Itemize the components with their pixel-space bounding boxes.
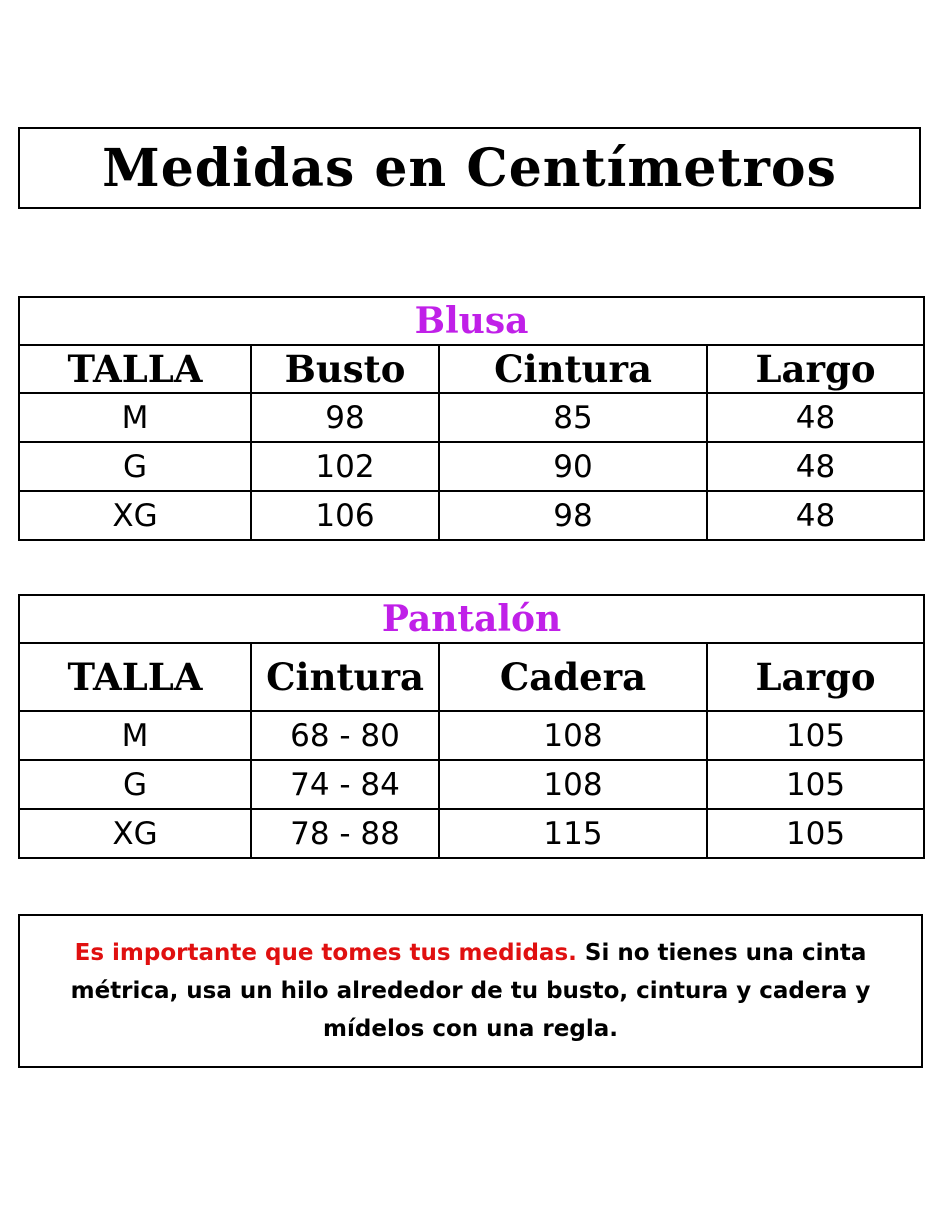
table-row bbox=[19, 491, 924, 540]
table-cell: 90 bbox=[439, 442, 707, 491]
table-cell: 102 bbox=[251, 442, 439, 491]
table-cell: M bbox=[19, 711, 251, 760]
table-caption-row bbox=[19, 297, 924, 345]
table-cell: 108 bbox=[439, 711, 707, 760]
table-cell: 48 bbox=[707, 491, 924, 540]
measurement-note-box bbox=[18, 914, 923, 1068]
table-header-row bbox=[19, 643, 924, 711]
column-header: TALLA bbox=[19, 643, 251, 711]
table-row bbox=[19, 442, 924, 491]
table-cell: M bbox=[19, 393, 251, 442]
table-row bbox=[19, 809, 924, 858]
table-row bbox=[19, 760, 924, 809]
table-caption: Pantalón bbox=[19, 595, 924, 643]
table-cell: G bbox=[19, 442, 251, 491]
column-header: Largo bbox=[707, 643, 924, 711]
table-cell: 48 bbox=[707, 442, 924, 491]
blusa-size-table bbox=[18, 296, 925, 541]
column-header: Cintura bbox=[251, 643, 439, 711]
table-cell: 68 - 80 bbox=[251, 711, 439, 760]
page-title: Medidas en Centímetros bbox=[102, 137, 837, 199]
title-box bbox=[18, 127, 921, 209]
table-caption: Blusa bbox=[19, 297, 924, 345]
table-row bbox=[19, 711, 924, 760]
table-header-row bbox=[19, 345, 924, 393]
table-cell: 78 - 88 bbox=[251, 809, 439, 858]
table-cell: 115 bbox=[439, 809, 707, 858]
table-row bbox=[19, 393, 924, 442]
table-cell: 106 bbox=[251, 491, 439, 540]
note-text: Si no tienes una cinta métrica, usa un hilo alrededor de tu busto, cintura y cadera y mídelos con una regla. bbox=[70, 940, 871, 1042]
measurement-note bbox=[44, 934, 897, 1048]
column-header: Cadera bbox=[439, 643, 707, 711]
note-highlight: Es importante que tomes tus medidas. bbox=[74, 940, 577, 966]
table-cell: 98 bbox=[251, 393, 439, 442]
table-cell: 105 bbox=[707, 711, 924, 760]
column-header: Cintura bbox=[439, 345, 707, 393]
column-header: TALLA bbox=[19, 345, 251, 393]
pantalon-size-table bbox=[18, 594, 925, 859]
table-cell: XG bbox=[19, 809, 251, 858]
table-cell: 74 - 84 bbox=[251, 760, 439, 809]
table-cell: 98 bbox=[439, 491, 707, 540]
table-cell: G bbox=[19, 760, 251, 809]
table-cell: 105 bbox=[707, 760, 924, 809]
column-header: Busto bbox=[251, 345, 439, 393]
table-cell: 105 bbox=[707, 809, 924, 858]
table-cell: 48 bbox=[707, 393, 924, 442]
table-cell: 85 bbox=[439, 393, 707, 442]
column-header: Largo bbox=[707, 345, 924, 393]
table-cell: XG bbox=[19, 491, 251, 540]
table-caption-row bbox=[19, 595, 924, 643]
table-cell: 108 bbox=[439, 760, 707, 809]
